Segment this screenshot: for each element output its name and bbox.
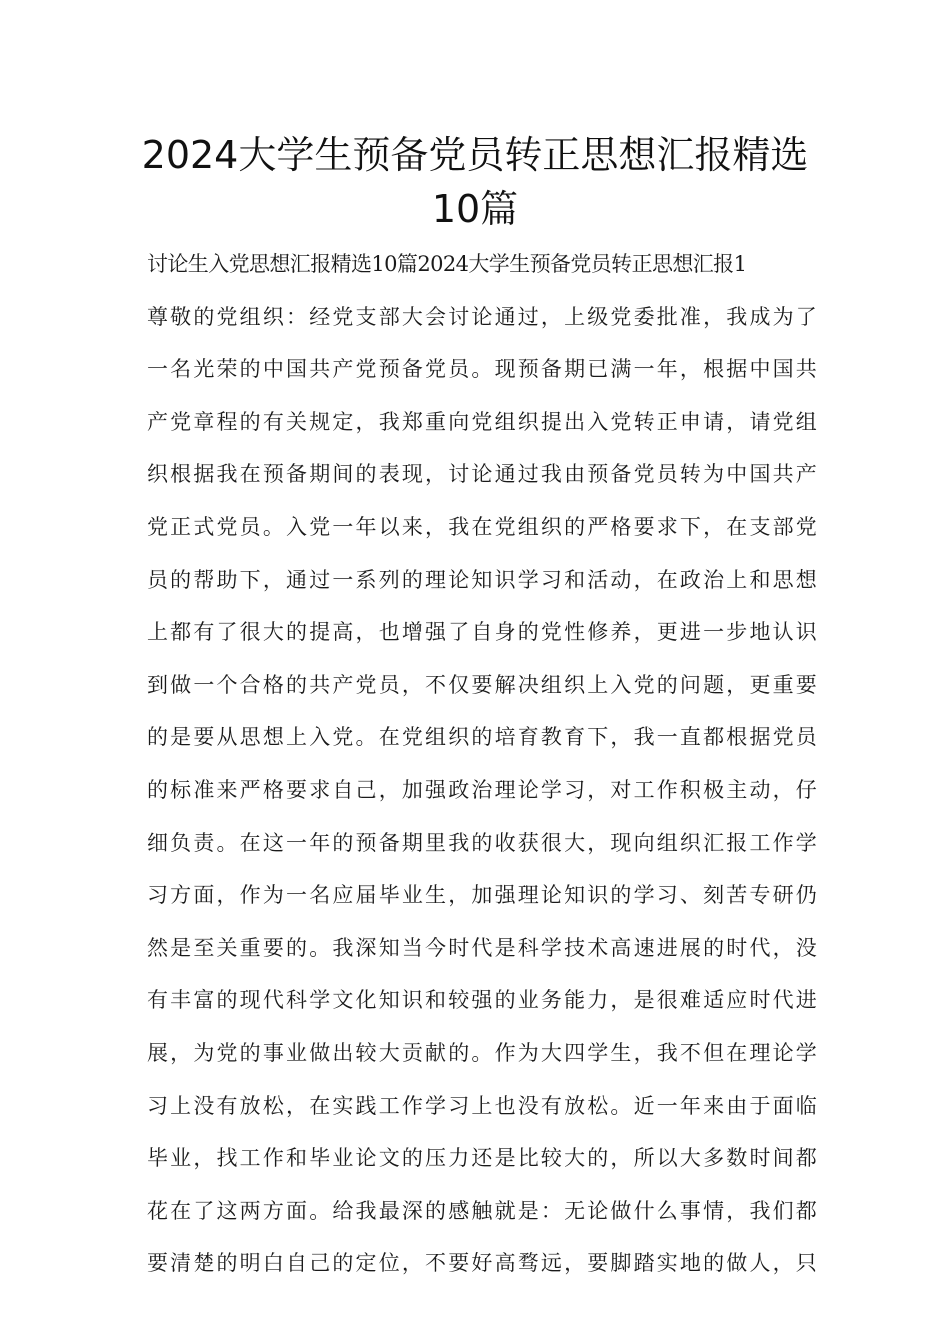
body-line: 细负责。在这一年的预备期里我的收获很大，现向组织汇报工作学 bbox=[147, 830, 817, 855]
body-line: 讨论生入党思想汇报精选10篇2024大学生预备党员转正思想汇报1 bbox=[147, 252, 747, 276]
body-line: 上都有了很大的提高，也增强了自身的党性修养，更进一步地认识 bbox=[147, 620, 817, 645]
body-line: 然是至关重要的。我深知当今时代是科学技术高速进展的时代，没 bbox=[147, 935, 817, 960]
body-line: 有丰富的现代科学文化知识和较强的业务能力，是很难适应时代进 bbox=[147, 988, 817, 1013]
body-line: 展，为党的事业做出较大贡献的。作为大四学生，我不但在理论学 bbox=[147, 1040, 817, 1065]
document-title bbox=[0, 128, 950, 236]
body-line: 的标准来严格要求自己，加强政治理论学习，对工作积极主动，仔 bbox=[147, 777, 817, 802]
body-line: 习上没有放松，在实践工作学习上也没有放松。近一年来由于面临 bbox=[147, 1093, 817, 1118]
body-line: 要清楚的明白自己的定位，不要好高骛远，要脚踏实地的做人，只 bbox=[147, 1251, 817, 1276]
body-line: 到做一个合格的共产党员，不仅要解决组织上入党的问题，更重要 bbox=[147, 672, 817, 697]
body-line: 党正式党员。入党一年以来，我在党组织的严格要求下，在支部党 bbox=[147, 514, 817, 539]
body-line: 产党章程的有关规定，我郑重向党组织提出入党转正申请，请党组 bbox=[147, 409, 817, 434]
title-line-2: 10篇 bbox=[431, 187, 519, 231]
body-line: 尊敬的党组织：经党支部大会讨论通过，上级党委批准，我成为了 bbox=[147, 304, 817, 329]
body-line: 毕业，找工作和毕业论文的压力还是比较大的，所以大多数时间都 bbox=[147, 1146, 817, 1171]
title-line-1: 2024大学生预备党员转正思想汇报精选 bbox=[141, 133, 809, 177]
body-line: 习方面，作为一名应届毕业生，加强理论知识的学习、刻苦专研仍 bbox=[147, 883, 817, 908]
body-line: 的是要从思想上入党。在党组织的培育教育下，我一直都根据党员 bbox=[147, 725, 817, 750]
body-line: 员的帮助下，通过一系列的理论知识学习和活动，在政治上和思想 bbox=[147, 567, 817, 592]
body-line: 织根据我在预备期间的表现，讨论通过我由预备党员转为中国共产 bbox=[147, 462, 817, 487]
document-body bbox=[147, 238, 817, 1290]
body-line: 花在了这两方面。给我最深的感触就是：无论做什么事情，我们都 bbox=[147, 1198, 817, 1223]
body-line: 一名光荣的中国共产党预备党员。现预备期已满一年，根据中国共 bbox=[147, 357, 817, 382]
